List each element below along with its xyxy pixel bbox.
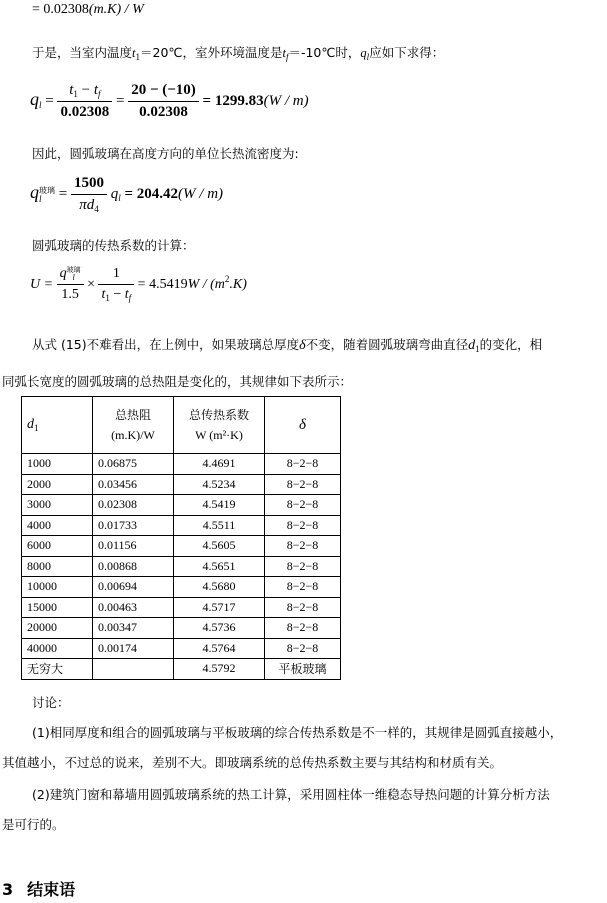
table-row [22,495,341,516]
equation-continuation: = 0.02308(m.K) / W [32,2,144,17]
cell-delta: 8−2−8 [265,618,341,639]
cell-u-value: 4.5651 [174,556,265,577]
cell-d1: 4000 [22,515,93,536]
discussion-title: 讨论： [32,695,70,710]
table-header-row [22,397,341,454]
cell-resistance [93,659,174,680]
equation-u-value: U = q玻璃 l 1.5 × $\frac{1}{t_1 - t_f}$ = $4.5419W / (m^2.K)$ [30,266,247,304]
header-total-resistance: 总热阻 (m.K)/W [93,397,174,454]
table-row [22,454,341,475]
cell-u-value: 4.5605 [174,536,265,557]
cell-u-value: 4.5764 [174,638,265,659]
cell-u-value: 4.5511 [174,515,265,536]
cell-d1: 10000 [22,577,93,598]
cell-d1: 2000 [22,474,93,495]
cell-u-value: 4.4691 [174,454,265,475]
table-row [22,474,341,495]
table-row [22,597,341,618]
equation-glass-heat-flux: q玻璃 l = $\frac{1500}{\pi d_4}$ $q_l = 204.42(W / m)$ [30,175,224,214]
cell-delta: 8−2−8 [265,638,341,659]
cell-u-value: 4.5736 [174,618,265,639]
cell-d1: 40000 [22,638,93,659]
cell-d1: 8000 [22,556,93,577]
cell-resistance: 0.00174 [93,638,174,659]
cell-delta: 8−2−8 [265,454,341,475]
paragraph-temperature-condition: 于是，当室内温度$t_1=20℃$，室外环境温度是$t_f=-10℃$时，$q_l$应如下求得： [32,45,445,62]
paragraph-table-intro-cont: 同弧长宽度的圆弧玻璃的总热阻是变化的，其规律如下表所示： [2,374,353,389]
table-row [22,659,341,680]
cell-resistance: 0.00347 [93,618,174,639]
table-row [22,556,341,577]
header-total-u: 总传热系数 W (m²·K) [174,397,265,454]
heat-resistance-table [21,396,341,680]
table-row [22,577,341,598]
cell-u-value: 4.5234 [174,474,265,495]
table-row [22,618,341,639]
cell-d1: 3000 [22,495,93,516]
cell-u-value: 4.5792 [174,659,265,680]
cell-delta: 8−2−8 [265,577,341,598]
table-row [22,515,341,536]
table-row [22,638,341,659]
cell-resistance: 0.01733 [93,515,174,536]
cell-resistance: 0.00868 [93,556,174,577]
cell-delta: 8−2−8 [265,474,341,495]
discussion-p1-line2: 其值越小，不过总的说来，差别不大。即玻璃系统的总传热系数主要与其结构和材质有关。 [2,755,503,770]
cell-delta: 8−2−8 [265,597,341,618]
cell-resistance: 0.03456 [93,474,174,495]
cell-resistance: 0.00463 [93,597,174,618]
equation-heat-flux: $q_l$ = $\frac{t_1 - t_f}{0.02308}$ = $\frac{20 - (-10)}{0.02308}$ = 1299.83(W / m) [30,82,309,120]
paragraph-table-intro: 从式 (15)不难看出，在上例中，如果玻璃总厚度δ不变，随着圆弧玻璃弯曲直径$d_1$的变化，相 [32,337,543,354]
header-d1: $d_1$ [22,397,93,454]
table-row [22,536,341,557]
cell-d1: 6000 [22,536,93,557]
cell-d1: 15000 [22,597,93,618]
discussion-p2-line2: 是可行的。 [2,817,65,832]
paragraph-unit-heat-flux: 因此，圆弧玻璃在高度方向的单位长热流密度为: [32,146,299,161]
cell-u-value: 4.5717 [174,597,265,618]
cell-delta: 8−2−8 [265,556,341,577]
cell-resistance: 0.00694 [93,577,174,598]
paragraph-u-value-calc: 圆弧玻璃的传热系数的计算： [32,238,195,253]
header-delta: δ [265,397,341,454]
discussion-p1-line1: (1)相同厚度和组合的圆弧玻璃与平板玻璃的综合传热系数是不一样的，其规律是圆弧直接越小， [32,725,563,740]
cell-d1: 无穷大 [22,659,93,680]
cell-d1: 20000 [22,618,93,639]
cell-resistance: 0.02308 [93,495,174,516]
cell-u-value: 4.5419 [174,495,265,516]
cell-resistance: 0.01156 [93,536,174,557]
cell-delta: 8−2−8 [265,515,341,536]
discussion-p2-line1: (2)建筑门窗和幕墙用圆弧玻璃系统的热工计算，采用圆柱体一维稳态导热问题的计算分析方法 [32,787,550,802]
cell-delta: 平板玻璃 [265,659,341,680]
section-heading: 3 结束语 [2,880,76,899]
cell-delta: 8−2−8 [265,495,341,516]
cell-resistance: 0.06875 [93,454,174,475]
cell-delta: 8−2−8 [265,536,341,557]
cell-d1: 1000 [22,454,93,475]
cell-u-value: 4.5680 [174,577,265,598]
